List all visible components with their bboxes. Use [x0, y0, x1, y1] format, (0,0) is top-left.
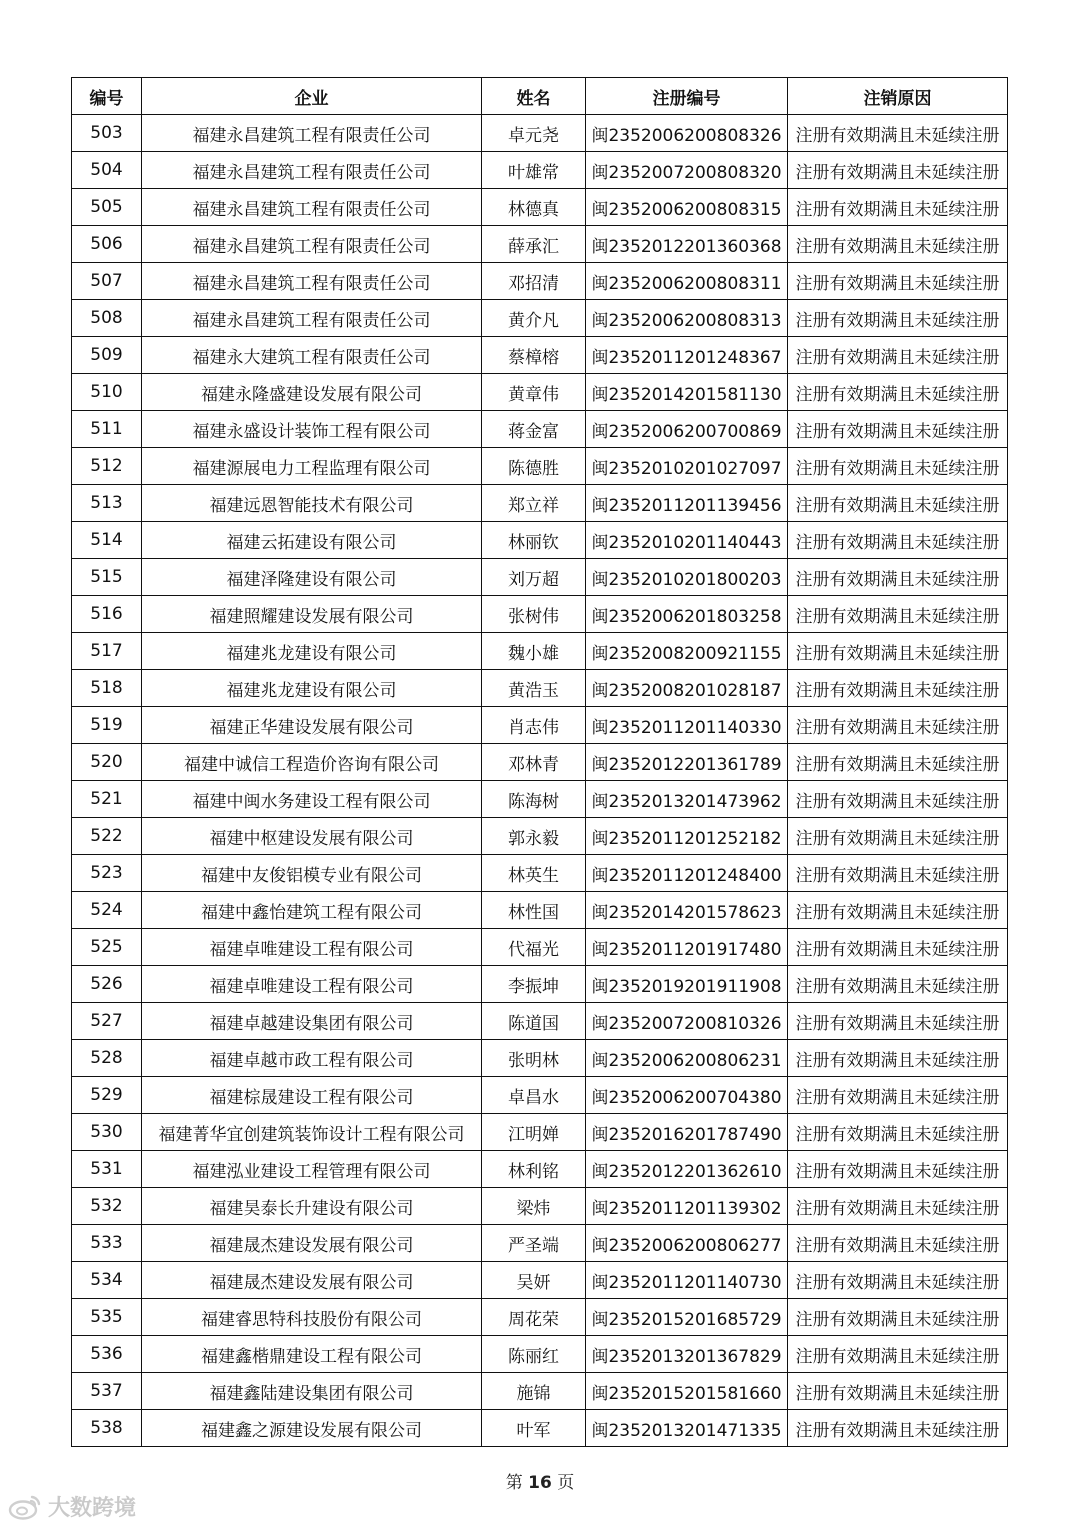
table-row: [72, 337, 1008, 374]
row-number-cell: 535: [72, 1299, 142, 1336]
person-name-cell: 陈丽红: [482, 1336, 586, 1373]
person-name-cell: 江明婵: [482, 1114, 586, 1151]
cancel-reason-cell: 注册有效期满且未延续注册: [788, 1299, 1008, 1336]
person-name-cell: 薛承汇: [482, 226, 586, 263]
reg-number-cell: 闽2352011201139302: [586, 1188, 788, 1225]
person-name-cell: 施锦: [482, 1373, 586, 1410]
cancel-reason-cell: 注册有效期满且未延续注册: [788, 781, 1008, 818]
company-cell: 福建鑫之源建设发展有限公司: [142, 1410, 482, 1447]
row-number-cell: 532: [72, 1188, 142, 1225]
cancel-reason-cell: 注册有效期满且未延续注册: [788, 744, 1008, 781]
row-number-cell: 537: [72, 1373, 142, 1410]
person-name-cell: 卓昌水: [482, 1077, 586, 1114]
reg-number-cell: 闽2352013201473962: [586, 781, 788, 818]
row-number-cell: 509: [72, 337, 142, 374]
person-name-cell: 张树伟: [482, 596, 586, 633]
cancel-reason-cell: 注册有效期满且未延续注册: [788, 1373, 1008, 1410]
reg-number-cell: 闽2352011201248367: [586, 337, 788, 374]
company-cell: 福建昊泰长升建设有限公司: [142, 1188, 482, 1225]
row-number-cell: 512: [72, 448, 142, 485]
table-row: [72, 1262, 1008, 1299]
company-cell: 福建卓越建设集团有限公司: [142, 1003, 482, 1040]
row-number-cell: 534: [72, 1262, 142, 1299]
row-number-cell: 529: [72, 1077, 142, 1114]
row-number-cell: 519: [72, 707, 142, 744]
table-row: [72, 929, 1008, 966]
person-name-cell: 黄浩玉: [482, 670, 586, 707]
table-row: [72, 522, 1008, 559]
cancel-reason-cell: 注册有效期满且未延续注册: [788, 337, 1008, 374]
header-number: 编号: [72, 78, 142, 115]
cancel-reason-cell: 注册有效期满且未延续注册: [788, 1410, 1008, 1447]
cancel-reason-cell: 注册有效期满且未延续注册: [788, 1225, 1008, 1262]
row-number-cell: 522: [72, 818, 142, 855]
reg-number-cell: 闽2352011201139456: [586, 485, 788, 522]
row-number-cell: 515: [72, 559, 142, 596]
table-row: [72, 1299, 1008, 1336]
row-number-cell: 516: [72, 596, 142, 633]
company-cell: 福建中鑫怡建筑工程有限公司: [142, 892, 482, 929]
table-row: [72, 1373, 1008, 1410]
table-row: [72, 892, 1008, 929]
cancel-reason-cell: 注册有效期满且未延续注册: [788, 226, 1008, 263]
table-row: [72, 1410, 1008, 1447]
reg-number-cell: 闽2352011201917480: [586, 929, 788, 966]
cancel-reason-cell: 注册有效期满且未延续注册: [788, 670, 1008, 707]
company-cell: 福建永昌建筑工程有限责任公司: [142, 152, 482, 189]
table-row: [72, 818, 1008, 855]
person-name-cell: 邓招清: [482, 263, 586, 300]
company-cell: 福建永昌建筑工程有限责任公司: [142, 263, 482, 300]
row-number-cell: 506: [72, 226, 142, 263]
person-name-cell: 黄章伟: [482, 374, 586, 411]
reg-number-cell: 闽2352011201248400: [586, 855, 788, 892]
row-number-cell: 514: [72, 522, 142, 559]
row-number-cell: 511: [72, 411, 142, 448]
cancel-reason-cell: 注册有效期满且未延续注册: [788, 1114, 1008, 1151]
person-name-cell: 李振坤: [482, 966, 586, 1003]
company-cell: 福建棕晟建设工程有限公司: [142, 1077, 482, 1114]
cancel-reason-cell: 注册有效期满且未延续注册: [788, 1040, 1008, 1077]
table-row: [72, 1077, 1008, 1114]
company-cell: 福建永昌建筑工程有限责任公司: [142, 226, 482, 263]
table-row: [72, 411, 1008, 448]
reg-number-cell: 闽2352014201581130: [586, 374, 788, 411]
cancel-reason-cell: 注册有效期满且未延续注册: [788, 818, 1008, 855]
row-number-cell: 503: [72, 115, 142, 152]
cancel-reason-cell: 注册有效期满且未延续注册: [788, 448, 1008, 485]
company-cell: 福建泽隆建设有限公司: [142, 559, 482, 596]
person-name-cell: 蔡樟榕: [482, 337, 586, 374]
row-number-cell: 527: [72, 1003, 142, 1040]
company-cell: 福建卓越市政工程有限公司: [142, 1040, 482, 1077]
company-cell: 福建鑫陆建设集团有限公司: [142, 1373, 482, 1410]
table-row: [72, 374, 1008, 411]
reg-number-cell: 闽2352006200806231: [586, 1040, 788, 1077]
company-cell: 福建菁华宜创建筑装饰设计工程有限公司: [142, 1114, 482, 1151]
cancel-reason-cell: 注册有效期满且未延续注册: [788, 263, 1008, 300]
person-name-cell: 刘万超: [482, 559, 586, 596]
reg-number-cell: 闽2352016201787490: [586, 1114, 788, 1151]
cancel-reason-cell: 注册有效期满且未延续注册: [788, 189, 1008, 226]
table-body: [72, 115, 1008, 1447]
row-number-cell: 521: [72, 781, 142, 818]
reg-number-cell: 闽2352010201027097: [586, 448, 788, 485]
table-row: [72, 448, 1008, 485]
cancel-reason-cell: 注册有效期满且未延续注册: [788, 152, 1008, 189]
reg-number-cell: 闽2352013201367829: [586, 1336, 788, 1373]
table-row: [72, 1336, 1008, 1373]
reg-number-cell: 闽2352006200808315: [586, 189, 788, 226]
page-number-value: 16: [528, 1473, 552, 1493]
table-row: [72, 781, 1008, 818]
company-cell: 福建永昌建筑工程有限责任公司: [142, 189, 482, 226]
company-cell: 福建中友俊铝模专业有限公司: [142, 855, 482, 892]
reg-number-cell: 闽2352008201028187: [586, 670, 788, 707]
company-cell: 福建中枢建设发展有限公司: [142, 818, 482, 855]
watermark: [8, 1491, 136, 1522]
person-name-cell: 张明林: [482, 1040, 586, 1077]
table-row: [72, 744, 1008, 781]
reg-number-cell: 闽2352015201685729: [586, 1299, 788, 1336]
page-number: [0, 1468, 1080, 1493]
company-cell: 福建晟杰建设发展有限公司: [142, 1225, 482, 1262]
row-number-cell: 507: [72, 263, 142, 300]
row-number-cell: 505: [72, 189, 142, 226]
reg-number-cell: 闽2352007200808320: [586, 152, 788, 189]
reg-number-cell: 闽2352006200700869: [586, 411, 788, 448]
company-cell: 福建晟杰建设发展有限公司: [142, 1262, 482, 1299]
row-number-cell: 533: [72, 1225, 142, 1262]
company-cell: 福建泓业建设工程管理有限公司: [142, 1151, 482, 1188]
table-row: [72, 152, 1008, 189]
table-row: [72, 115, 1008, 152]
table-row: [72, 485, 1008, 522]
company-cell: 福建睿思特科技股份有限公司: [142, 1299, 482, 1336]
person-name-cell: 林性国: [482, 892, 586, 929]
row-number-cell: 510: [72, 374, 142, 411]
reg-number-cell: 闽2352011201140330: [586, 707, 788, 744]
cancel-reason-cell: 注册有效期满且未延续注册: [788, 707, 1008, 744]
row-number-cell: 531: [72, 1151, 142, 1188]
reg-number-cell: 闽2352015201581660: [586, 1373, 788, 1410]
company-cell: 福建中闽水务建设工程有限公司: [142, 781, 482, 818]
cancel-reason-cell: 注册有效期满且未延续注册: [788, 929, 1008, 966]
table-row: [72, 1003, 1008, 1040]
cancel-reason-cell: 注册有效期满且未延续注册: [788, 892, 1008, 929]
person-name-cell: 郑立祥: [482, 485, 586, 522]
cancel-reason-cell: 注册有效期满且未延续注册: [788, 485, 1008, 522]
row-number-cell: 504: [72, 152, 142, 189]
cancel-reason-cell: 注册有效期满且未延续注册: [788, 1336, 1008, 1373]
reg-number-cell: 闽2352006201803258: [586, 596, 788, 633]
company-cell: 福建卓唯建设工程有限公司: [142, 966, 482, 1003]
person-name-cell: 代福光: [482, 929, 586, 966]
person-name-cell: 叶军: [482, 1410, 586, 1447]
company-cell: 福建兆龙建设有限公司: [142, 633, 482, 670]
table-row: [72, 1114, 1008, 1151]
row-number-cell: 524: [72, 892, 142, 929]
cancel-reason-cell: 注册有效期满且未延续注册: [788, 522, 1008, 559]
row-number-cell: 536: [72, 1336, 142, 1373]
cancel-reason-cell: 注册有效期满且未延续注册: [788, 1003, 1008, 1040]
row-number-cell: 538: [72, 1410, 142, 1447]
page-suffix: 页: [557, 1473, 575, 1493]
cancel-reason-cell: 注册有效期满且未延续注册: [788, 633, 1008, 670]
person-name-cell: 肖志伟: [482, 707, 586, 744]
row-number-cell: 523: [72, 855, 142, 892]
person-name-cell: 陈道国: [482, 1003, 586, 1040]
reg-number-cell: 闽2352012201361789: [586, 744, 788, 781]
cancel-reason-cell: 注册有效期满且未延续注册: [788, 374, 1008, 411]
reg-number-cell: 闽2352013201471335: [586, 1410, 788, 1447]
table-row: [72, 966, 1008, 1003]
company-cell: 福建卓唯建设工程有限公司: [142, 929, 482, 966]
row-number-cell: 526: [72, 966, 142, 1003]
cancel-reason-cell: 注册有效期满且未延续注册: [788, 300, 1008, 337]
reg-number-cell: 闽2352014201578623: [586, 892, 788, 929]
cancel-reason-cell: 注册有效期满且未延续注册: [788, 1262, 1008, 1299]
watermark-text: 大数跨境: [48, 1496, 137, 1521]
person-name-cell: 蒋金富: [482, 411, 586, 448]
company-cell: 福建中诚信工程造价咨询有限公司: [142, 744, 482, 781]
company-cell: 福建永大建筑工程有限责任公司: [142, 337, 482, 374]
row-number-cell: 525: [72, 929, 142, 966]
person-name-cell: 林利铭: [482, 1151, 586, 1188]
reg-number-cell: 闽2352006200808313: [586, 300, 788, 337]
company-cell: 福建正华建设发展有限公司: [142, 707, 482, 744]
company-cell: 福建源展电力工程监理有限公司: [142, 448, 482, 485]
registration-table: [71, 77, 1008, 1447]
person-name-cell: 陈海树: [482, 781, 586, 818]
reg-number-cell: 闽2352006200704380: [586, 1077, 788, 1114]
table-row: [72, 633, 1008, 670]
company-cell: 福建永隆盛建设发展有限公司: [142, 374, 482, 411]
cancel-reason-cell: 注册有效期满且未延续注册: [788, 115, 1008, 152]
header-name: 姓名: [482, 78, 586, 115]
header-row: [72, 78, 1008, 115]
table-row: [72, 670, 1008, 707]
table-row: [72, 263, 1008, 300]
row-number-cell: 530: [72, 1114, 142, 1151]
company-cell: 福建照耀建设发展有限公司: [142, 596, 482, 633]
row-number-cell: 517: [72, 633, 142, 670]
cancel-reason-cell: 注册有效期满且未延续注册: [788, 1188, 1008, 1225]
person-name-cell: 卓元尧: [482, 115, 586, 152]
company-cell: 福建兆龙建设有限公司: [142, 670, 482, 707]
row-number-cell: 513: [72, 485, 142, 522]
header-company: 企业: [142, 78, 482, 115]
cancel-reason-cell: 注册有效期满且未延续注册: [788, 1151, 1008, 1188]
table-row: [72, 596, 1008, 633]
cancel-reason-cell: 注册有效期满且未延续注册: [788, 855, 1008, 892]
company-cell: 福建永昌建筑工程有限责任公司: [142, 300, 482, 337]
company-cell: 福建鑫楷鼎建设工程有限公司: [142, 1336, 482, 1373]
table-row: [72, 1188, 1008, 1225]
person-name-cell: 周花荣: [482, 1299, 586, 1336]
table-row: [72, 189, 1008, 226]
reg-number-cell: 闽2352007200810326: [586, 1003, 788, 1040]
cancel-reason-cell: 注册有效期满且未延续注册: [788, 411, 1008, 448]
reg-number-cell: 闽2352012201362610: [586, 1151, 788, 1188]
cancel-reason-cell: 注册有效期满且未延续注册: [788, 966, 1008, 1003]
reg-number-cell: 闽2352011201140730: [586, 1262, 788, 1299]
reg-number-cell: 闽2352008200921155: [586, 633, 788, 670]
row-number-cell: 520: [72, 744, 142, 781]
person-name-cell: 陈德胜: [482, 448, 586, 485]
person-name-cell: 邓林青: [482, 744, 586, 781]
reg-number-cell: 闽2352011201252182: [586, 818, 788, 855]
person-name-cell: 叶雄常: [482, 152, 586, 189]
row-number-cell: 528: [72, 1040, 142, 1077]
cancel-reason-cell: 注册有效期满且未延续注册: [788, 559, 1008, 596]
person-name-cell: 黄介凡: [482, 300, 586, 337]
company-cell: 福建云拓建设有限公司: [142, 522, 482, 559]
table-row: [72, 226, 1008, 263]
table-row: [72, 300, 1008, 337]
person-name-cell: 魏小雄: [482, 633, 586, 670]
reg-number-cell: 闽2352006200806277: [586, 1225, 788, 1262]
table-row: [72, 1151, 1008, 1188]
person-name-cell: 郭永毅: [482, 818, 586, 855]
row-number-cell: 508: [72, 300, 142, 337]
table-row: [72, 707, 1008, 744]
person-name-cell: 林德真: [482, 189, 586, 226]
person-name-cell: 梁炜: [482, 1188, 586, 1225]
reg-number-cell: 闽2352010201800203: [586, 559, 788, 596]
reg-number-cell: 闽2352012201360368: [586, 226, 788, 263]
row-number-cell: 518: [72, 670, 142, 707]
reg-number-cell: 闽2352019201911908: [586, 966, 788, 1003]
table-row: [72, 1225, 1008, 1262]
reg-number-cell: 闽2352006200808326: [586, 115, 788, 152]
company-cell: 福建永昌建筑工程有限责任公司: [142, 115, 482, 152]
person-name-cell: 吴妍: [482, 1262, 586, 1299]
table-row: [72, 855, 1008, 892]
header-reg-number: 注册编号: [586, 78, 788, 115]
page-prefix: 第: [505, 1473, 523, 1493]
company-cell: 福建远恩智能技术有限公司: [142, 485, 482, 522]
table-row: [72, 559, 1008, 596]
reg-number-cell: 闽2352006200808311: [586, 263, 788, 300]
table-row: [72, 1040, 1008, 1077]
person-name-cell: 林英生: [482, 855, 586, 892]
weibo-logo-icon: [8, 1494, 42, 1520]
company-cell: 福建永盛设计装饰工程有限公司: [142, 411, 482, 448]
reg-number-cell: 闽2352010201140443: [586, 522, 788, 559]
person-name-cell: 严圣端: [482, 1225, 586, 1262]
cancel-reason-cell: 注册有效期满且未延续注册: [788, 1077, 1008, 1114]
person-name-cell: 林丽钦: [482, 522, 586, 559]
cancel-reason-cell: 注册有效期满且未延续注册: [788, 596, 1008, 633]
header-reason: 注销原因: [788, 78, 1008, 115]
